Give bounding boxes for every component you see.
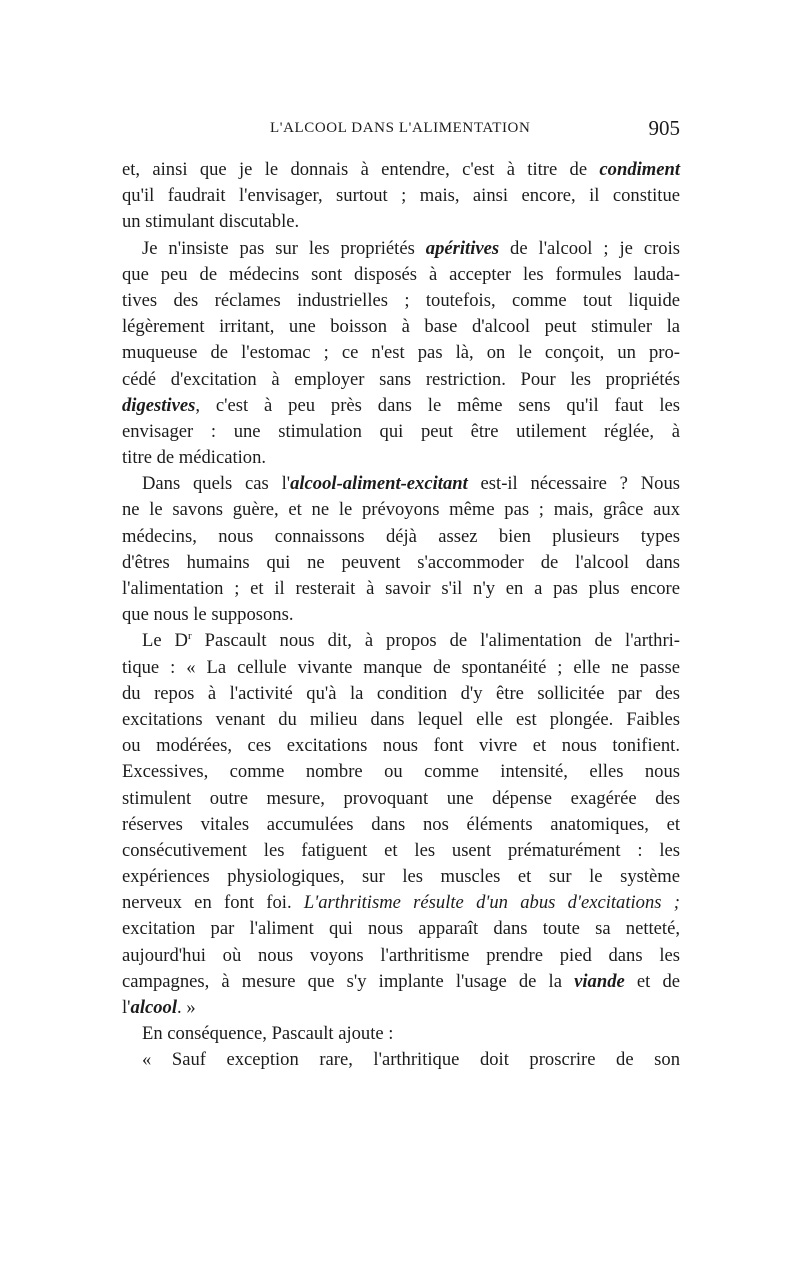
italic-term: alcool-aliment-excitant <box>290 473 468 495</box>
paragraph <box>122 236 680 472</box>
text-line: digestives, c'est à peu près dans le même sens qu'il faut les <box>122 394 680 416</box>
text-line: d'êtres humains qui ne peuvent s'accommoder de l'alcool dans <box>122 551 680 573</box>
text-line: et, ainsi que je le donnais à entendre, c'est à titre de condiment <box>122 159 680 180</box>
text-line: Le $D^r$ Pascault nous dit, à propos de l'alimentation de l'arthri- <box>142 630 681 652</box>
text-line: tives des réclames industrielles ; toutefois, comme tout liquide <box>122 289 680 311</box>
text-line: excitations venant du milieu dans lequel elle est plongée. Faibles <box>122 708 680 730</box>
text-line: médecins, nous connaissons déjà assez bien plusieurs types <box>122 525 680 547</box>
paragraph <box>122 157 680 236</box>
paragraph <box>122 628 680 1021</box>
text-line: cédé d'excitation à employer sans restriction. Pour les propriétés <box>122 368 680 390</box>
text-line: légèrement irritant, une boisson à base d'alcool peut stimuler la <box>122 316 680 338</box>
text-line: consécutivement les fatiguent et les usent prématurément : les <box>122 839 680 861</box>
text-line: ne le savons guère, et ne le prévoyons même pas ; mais, grâce aux <box>122 499 680 521</box>
text-line: « Sauf exception rare, l'arthritique doit proscrire de son <box>142 1049 680 1071</box>
italic-term: condiment <box>599 159 680 180</box>
text-line: envisager : une stimulation qui peut être utilement réglée, à <box>122 420 680 442</box>
text-line: tique : « La cellule vivante manque de spontanéité ; elle ne passe <box>122 656 680 678</box>
superscript: r <box>188 630 192 643</box>
text-line: Je n'insiste pas sur les propriétés apéritives de l'alcool ; je crois <box>142 237 681 259</box>
text-line: expériences physiologiques, sur les muscles et sur le système <box>122 866 680 888</box>
paragraph <box>122 1021 680 1047</box>
text-line: Dans quels cas l'alcool-aliment-excitant est-il nécessaire ? Nous <box>142 473 680 495</box>
text-line: muqueuse de l'estomac ; ce n'est pas là, on le conçoit, un pro- <box>122 342 680 364</box>
text-line: nerveux en font foi. L'arthritisme résulte d'un abus d'excitations ; <box>122 892 680 914</box>
text-line: que peu de médecins sont disposés à accepter les formules lauda- <box>122 263 680 285</box>
body-text <box>122 157 680 1074</box>
running-title: L'ALCOOL DANS L'ALIMENTATION <box>270 120 531 136</box>
text-line: titre de médication. <box>122 447 267 469</box>
text-line: l'alimentation ; et il resterait à savoir s'il n'y en a pas plus encore <box>122 578 680 599</box>
paragraph <box>122 471 680 628</box>
text-line: excitation par l'aliment qui nous apparaît dans toute sa netteté, <box>122 918 680 940</box>
text-line: stimulent outre mesure, provoquant une dépense exagérée des <box>122 787 680 809</box>
text-line: En conséquence, Pascault ajoute : <box>142 1023 394 1045</box>
text-line: réserves vitales accumulées dans nos éléments anatomiques, et <box>122 813 680 835</box>
text-line: campagnes, à mesure que s'y implante l'usage de la viande et de <box>122 970 681 992</box>
running-header <box>122 116 680 142</box>
text-line: qu'il faudrait l'envisager, surtout ; mais, ainsi encore, il constitue <box>122 185 680 207</box>
text-line: du repos à l'activité qu'à la condition d'y être sollicitée par des <box>122 682 680 704</box>
paragraph <box>122 1047 680 1073</box>
italic-term: alcool <box>130 997 178 1018</box>
text-line: que nous le supposons. <box>122 604 294 626</box>
text-line: aujourd'hui où nous voyons l'arthritisme prendre pied dans les <box>122 944 680 966</box>
italic-term: viande <box>574 970 625 992</box>
italic-phrase: L'arthritisme résulte d'un abus d'excitations ; <box>303 892 680 914</box>
italic-term: digestives <box>122 394 196 416</box>
text-line: ou modérées, ces excitations nous font vivre et nous tonifient. <box>122 735 680 757</box>
page-number: 905 <box>648 116 680 140</box>
italic-term: apéritives <box>425 237 500 259</box>
text-line: un stimulant discutable. <box>122 211 300 233</box>
text-line: Excessives, comme nombre ou comme intensité, elles nous <box>122 761 680 783</box>
text-line: l'alcool. » <box>122 997 196 1018</box>
